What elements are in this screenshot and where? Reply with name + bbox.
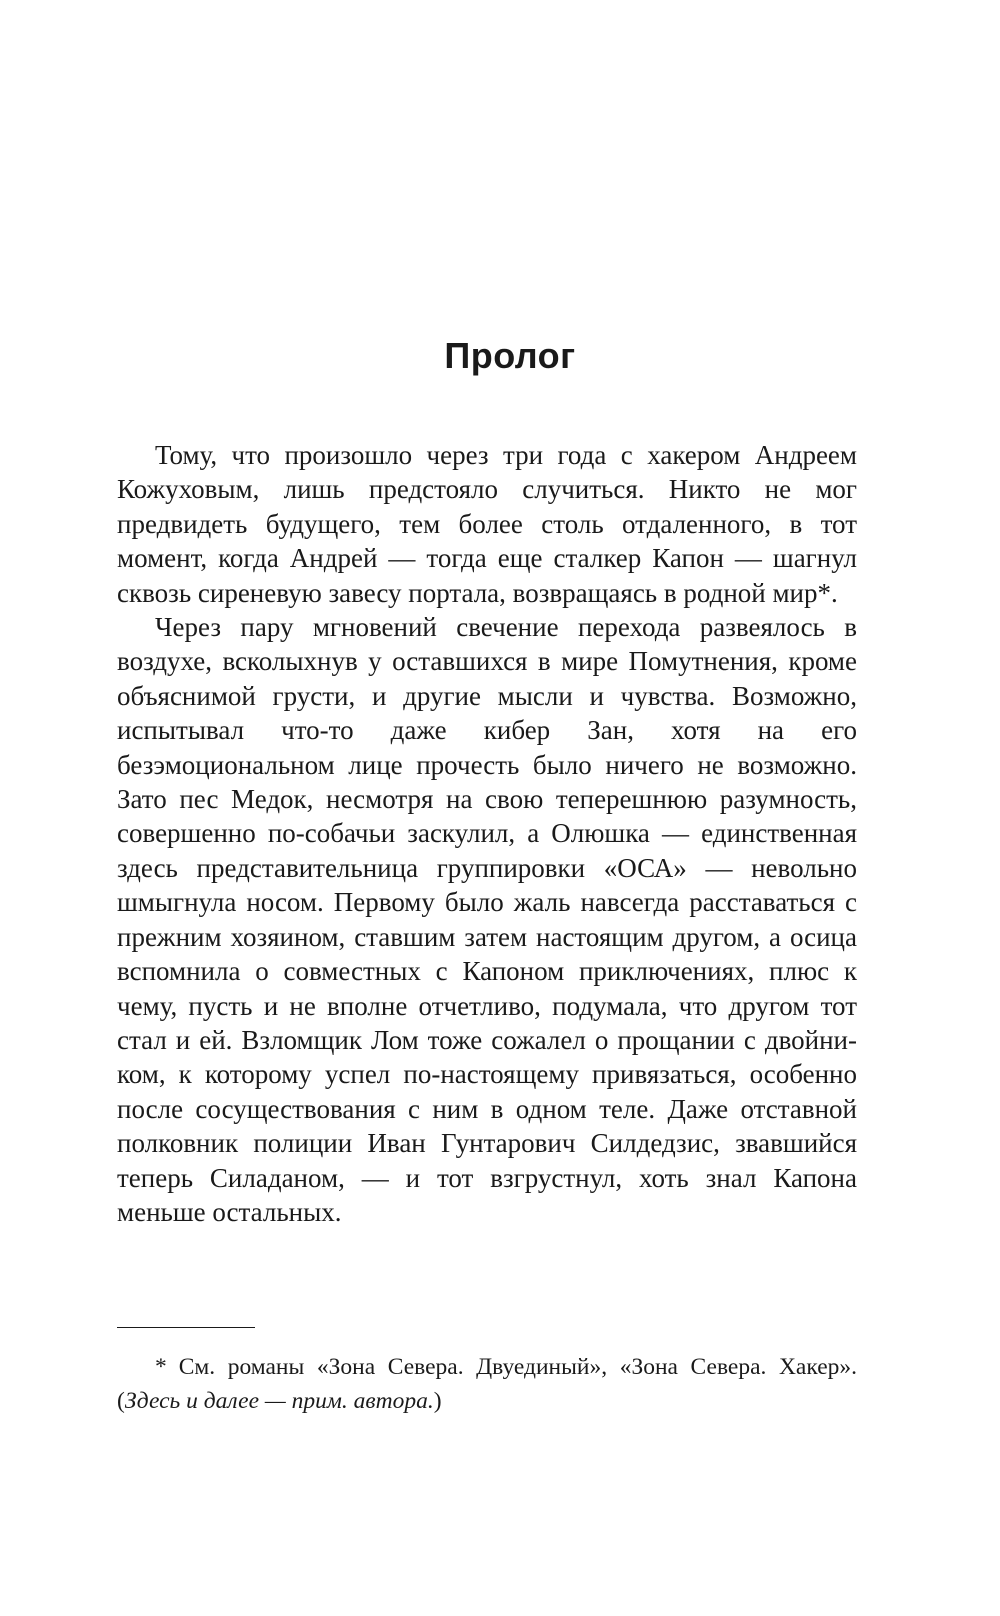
chapter-title: Пролог — [444, 335, 576, 376]
footnote — [117, 1350, 857, 1418]
footnote-marker: * — [155, 1354, 167, 1380]
footnote-text: См. романы «Зона Севера. Двуединый», «Зона Севера. Хакер». ( — [117, 1354, 857, 1414]
footnote-close: ) — [433, 1388, 442, 1414]
paragraph-2: Через пару мгновений свечение перехода развеялось в воздухе, всколыхнув у оставшихся в мире Помутнения, кроме объяснимой грусти, и другие мысли и чувства. Возможно, испытывал что-то даже кибер Зан, хотя на его безэмоциональном лице прочесть было ничего не возможно. Зато пес Медок, несмотря на свою теперешнюю разумность, совершенно по-собачьи заскулил, а Олюшка — единственная здесь представительница группировки «ОСА» — невольно шмыгнула носом. Первому было жаль навсегда расставаться с прежним хозяином, ставшим затем настоящим другом, а осица вспомнила о совместных с Капоном приключениях, плюс к чему, пусть и не вполне отчетливо, подумала, что другом тот стал и ей. Взломщик Лом тоже сожалел о прощании с двойником, к которому успел по-настоящему привязаться, особенно после сосуществования с ним в одном теле. Даже отставной полковник полиции Иван Гунтарович Силдедзис, звавшийся теперь Силаданом, — и тот взгрустнул, хоть знал Капона меньше остальных. — [117, 612, 857, 1227]
paragraph-1: Тому, что произошло через три года с хакером Андреем Кожуховым, лишь предстояло случиться. Никто не мог предвидеть будущего, тем более столь отдаленного, в тот момент, когда Андрей — тогда еще сталкер Капон — шагнул сквозь сиреневую завесу портала, возвращаясь в родной мир*. — [117, 440, 857, 608]
footnote-italic-note: Здесь и далее — прим. автора. — [124, 1388, 434, 1414]
chapter-body — [117, 438, 857, 1229]
footnote-divider — [117, 1327, 255, 1328]
